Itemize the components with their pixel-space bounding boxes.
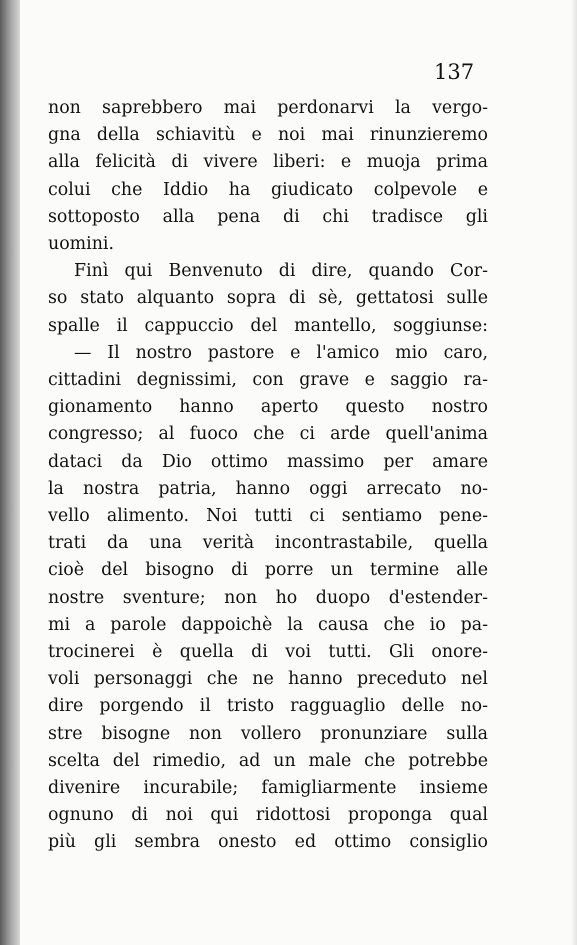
text-line: nostre sventure; non ho duopo d'estender- [48, 587, 488, 608]
text-line: la nostra patria, hanno oggi arrecato no- [48, 478, 488, 499]
text-line: cittadini degnissimi, con grave e saggio ra- [48, 370, 488, 391]
text-line: — Il nostro pastore e l'amico mio caro, [74, 342, 488, 363]
text-line: dataci da Dio ottimo massimo per amare [48, 451, 488, 472]
page-edge-shadow [571, 0, 577, 945]
text-line: trocinerei è quella di voi tutti. Gli onore- [48, 642, 488, 663]
text-line: sottoposto alla pena di chi tradisce gli [48, 206, 488, 227]
text-line: ognuno di noi qui ridottosi proponga qual [48, 805, 488, 826]
text-line: gna della schiavitù e noi mai rinunzieremo [48, 125, 488, 146]
text-line: Finì qui Benvenuto di dire, quando Cor- [74, 261, 488, 282]
text-line: uomini. [48, 234, 115, 255]
text-line: dire porgendo il tristo ragguaglio delle no- [48, 696, 488, 717]
text-line: trati da una verità incontrastabile, quella [48, 533, 488, 554]
text-line: non saprebbero mai perdonarvi la vergo- [48, 98, 488, 118]
text-line: più gli sembra onesto ed ottimo consiglio [48, 832, 488, 853]
text-line: so stato alquanto sopra di sè, gettatosi sulle [48, 288, 488, 309]
text-line: scelta del rimedio, ad un male che potrebbe [48, 750, 488, 771]
text-line: divenire incurabile; famigliarmente insieme [48, 778, 488, 799]
text-line: congresso; al fuoco che ci arde quell'anima [48, 424, 488, 445]
text-line: cioè del bisogno di porre un termine alle [48, 560, 488, 581]
text-line: vello alimento. Noi tutti ci sentiamo pene- [48, 506, 488, 527]
page-number: 137 [434, 60, 475, 84]
body-text [48, 95, 488, 857]
text-line: colui che Iddio ha giudicato colpevole e [48, 179, 488, 200]
text-line: alla felicità di vivere liberi: e muoja prima [48, 152, 488, 173]
text-line: mi a parole dappoichè la causa che io pa- [48, 614, 488, 635]
text-line: spalle il cappuccio del mantello, soggiunse: [48, 315, 488, 336]
text-line: stre bisogne non vollero pronunziare sulla [48, 723, 488, 744]
book-spine-shadow [0, 0, 20, 945]
text-line: voli personaggi che ne hanno preceduto nel [48, 669, 488, 690]
text-line: gionamento hanno aperto questo nostro [48, 397, 488, 418]
